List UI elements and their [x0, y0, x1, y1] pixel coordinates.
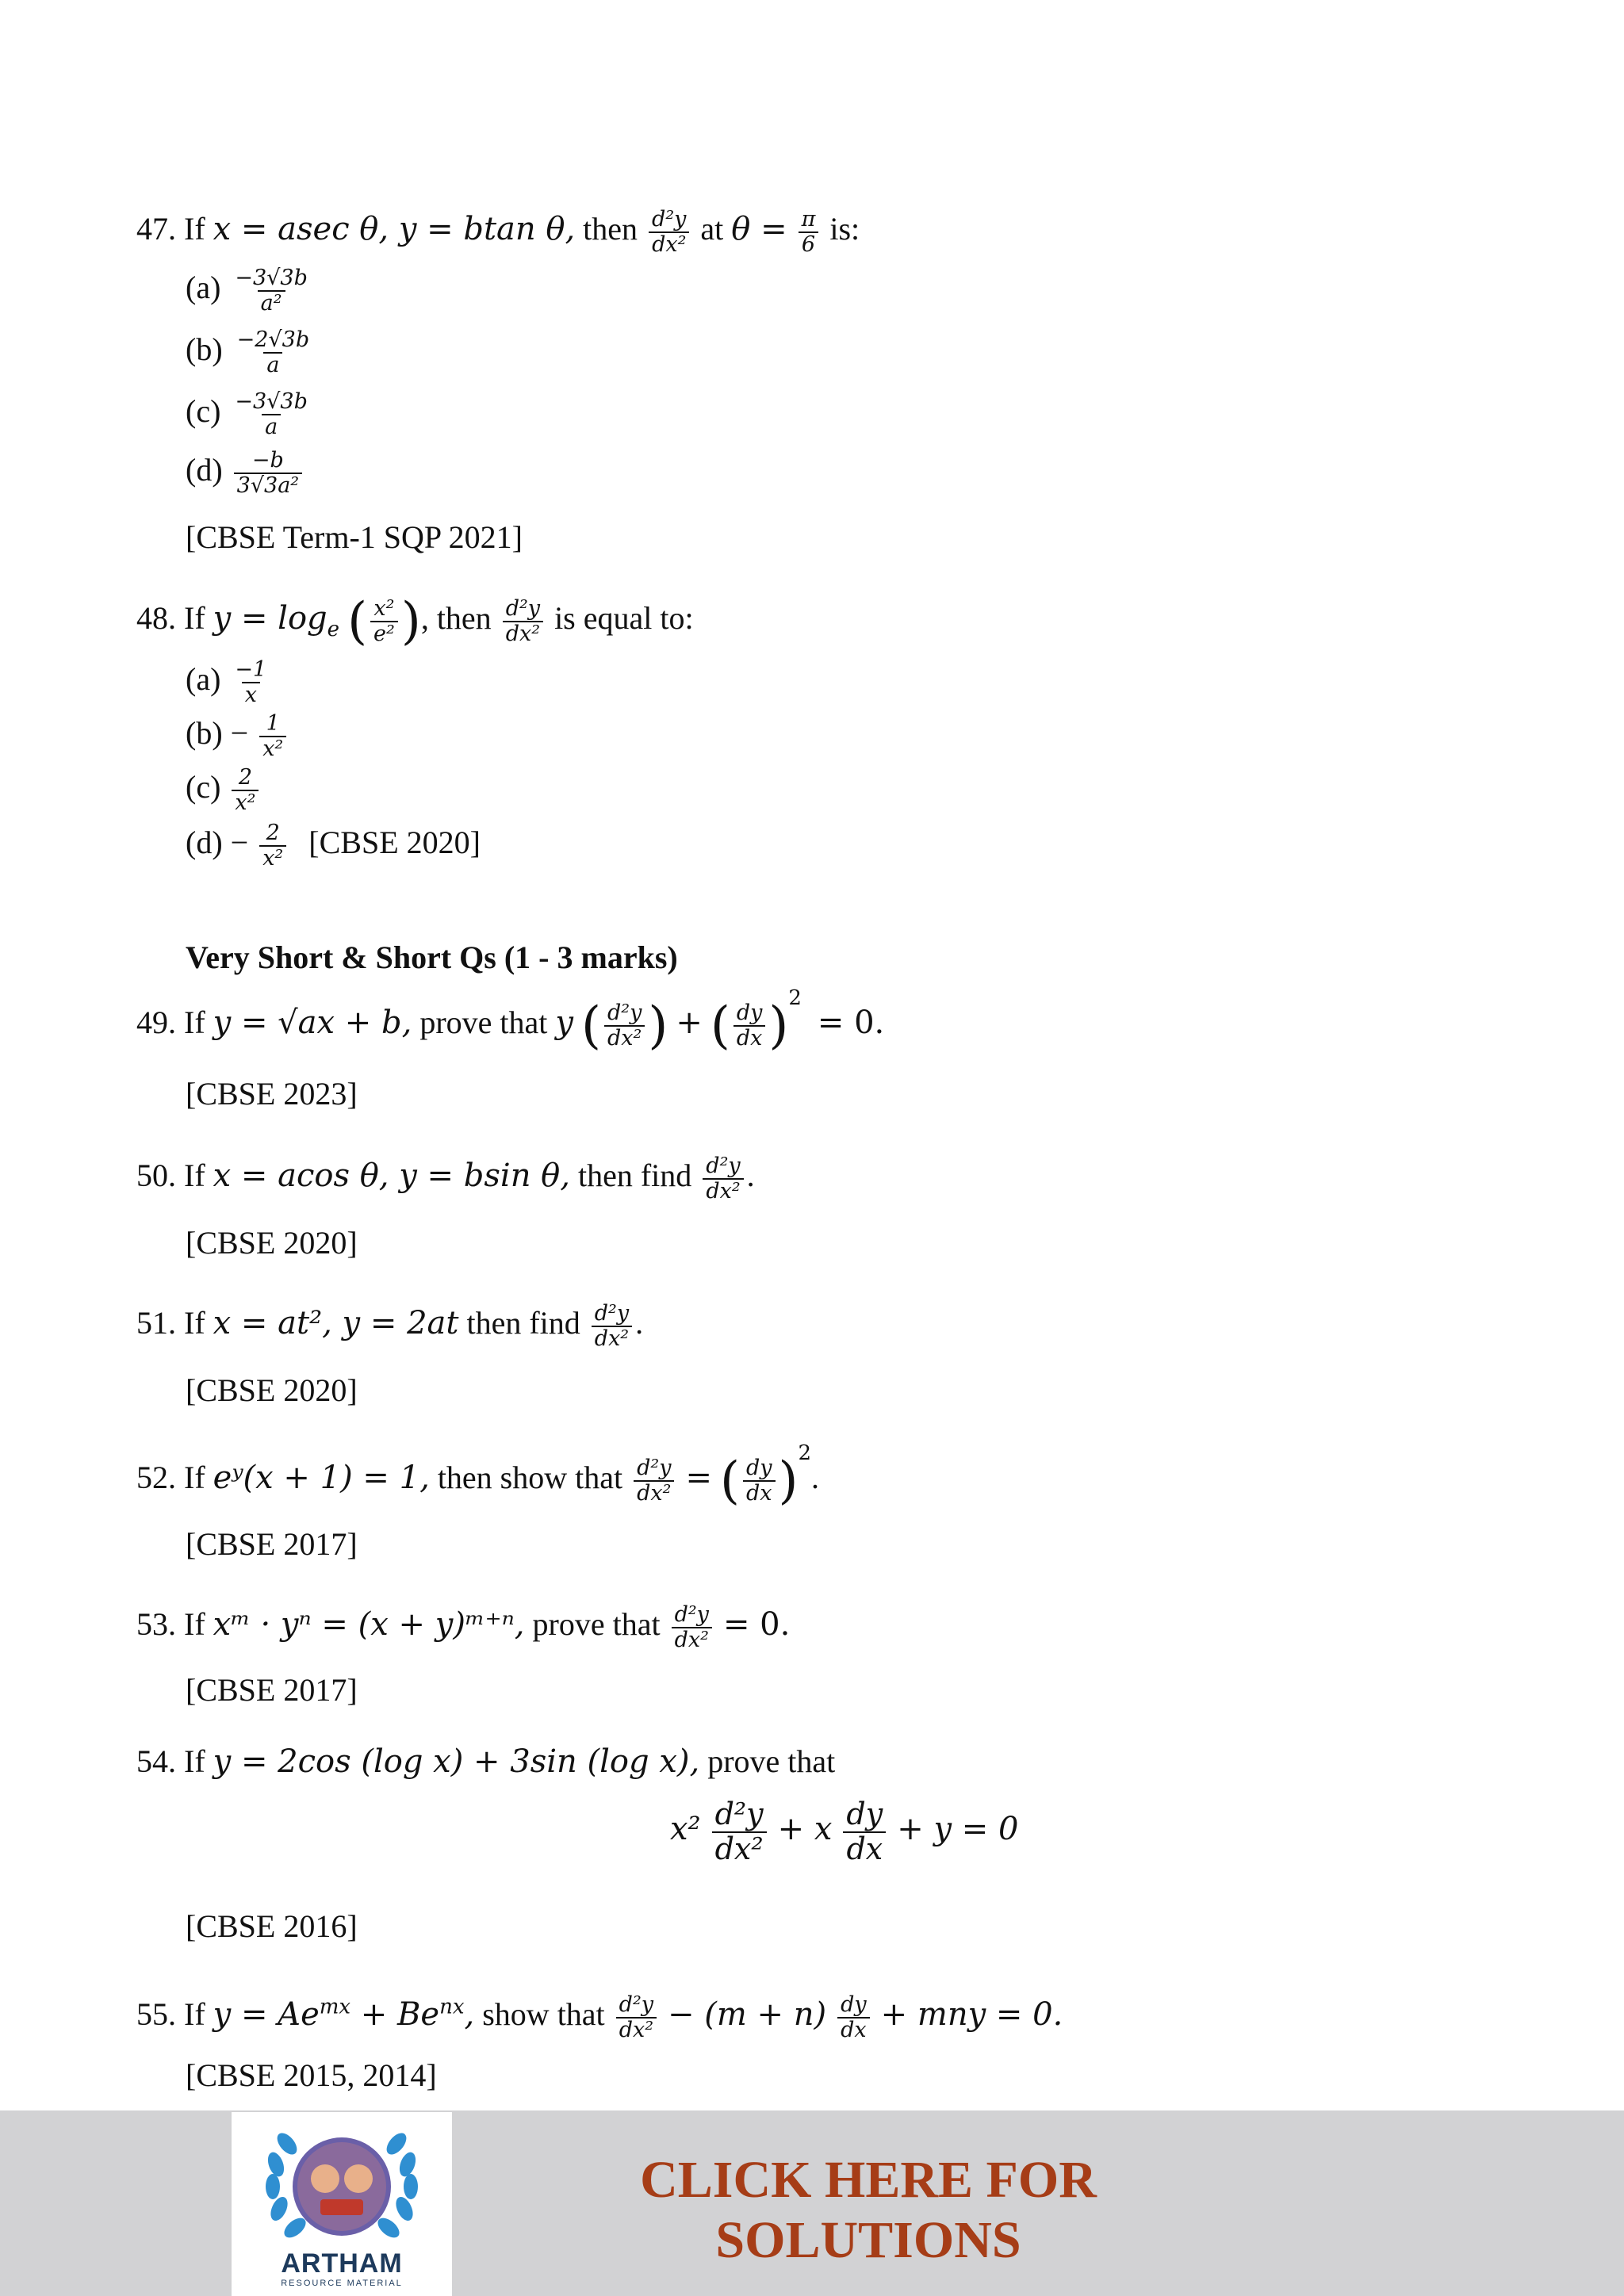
- source-52: [CBSE 2017]: [186, 1526, 358, 1562]
- option-47b: (b) $\frac{-2√3b}{a}$: [186, 327, 310, 377]
- source-50: [CBSE 2020]: [186, 1225, 358, 1261]
- source-55: [CBSE 2015, 2014]: [186, 2057, 437, 2093]
- source-47: [CBSE Term-1 SQP 2021]: [186, 519, 523, 555]
- question-52: 52. If eʸ(x + 1) = 1, then show that $\frac{\text{d²y}}{\text{dx²}}$ = ( $\frac{dy}{dx}$ )$^2$.: [136, 1441, 820, 1510]
- cta-line-2: SOLUTIONS: [715, 2211, 1021, 2269]
- source-54: [CBSE 2016]: [186, 1908, 358, 1944]
- question-54-equation: x² $\frac{\text{d²y}}{\text{dx²}}$ + x $\frac{dy}{dx}$ + y = 0: [670, 1797, 1019, 1866]
- option-47a: (a) $\frac{-3√3b}{\text{a²}}$: [186, 266, 308, 316]
- question-50: 50. If x = acos θ, y = bsin θ, then find $\frac{\text{d²y}}{\text{dx²}}$ .: [136, 1154, 755, 1203]
- question-48: 48. If $y = \log_e$ ( $\frac{\text{x²}}{\text{e²}}$ ), then $\frac{\text{d²y}}{\text{dx²}}$ is equal to:: [136, 592, 694, 651]
- source-49: [CBSE 2023]: [186, 1076, 358, 1112]
- logo-name: ARTHAM: [281, 2248, 403, 2279]
- laurel-emblem-icon: [232, 2112, 452, 2247]
- logo-subtitle: RESOURCE MATERIAL: [281, 2279, 403, 2288]
- question-47: 47. If x = asec θ, y = btan θ, then $\frac{\text{d²y}}{\text{dx²}}$ at θ = $\frac{\pi}{6}$ is:: [136, 207, 860, 257]
- section-heading: Very Short & Short Qs (1 - 3 marks): [186, 939, 678, 975]
- source-53: [CBSE 2017]: [186, 1672, 358, 1708]
- artham-logo[interactable]: [232, 2112, 452, 2296]
- option-48b: (b) − $\frac{1}{\text{x²}}$: [186, 712, 289, 760]
- option-47d: (d) $\frac{-b}{\text{3√3a²}}$: [186, 449, 305, 497]
- question-49: 49. If y = √ax + b, prove that y ( $\frac{\text{d²y}}{\text{dx²}}$ ) + ( $\frac{dy}{dx}$ )$^2$ = 0.: [136, 985, 885, 1055]
- option-48c: (c) $\frac{2}{\text{x²}}$: [186, 766, 262, 814]
- source-51: [CBSE 2020]: [186, 1372, 358, 1408]
- option-48a: (a) $\frac{-1}{x}$: [186, 657, 267, 707]
- solutions-link[interactable]: [626, 2150, 1110, 2271]
- question-53: 53. If xᵐ · yⁿ = (x + y)ᵐ⁺ⁿ, prove that $\frac{\text{d²y}}{\text{dx²}}$ = 0.: [136, 1602, 791, 1652]
- question-51: 51. If x = at², y = 2at then find $\frac{\text{d²y}}{\text{dx²}}$ .: [136, 1301, 644, 1351]
- option-48d: (d) − $\frac{2}{\text{x²}}$ [CBSE 2020]: [186, 821, 481, 871]
- question-55: 55. If $y = Ae^{mx} + Be^{nx}$, show that $\frac{\text{d²y}}{\text{dx²}}$ − (m + n) $\frac{dy}{dx}$ + mny = 0.: [136, 1992, 1063, 2042]
- cta-line-1: CLICK HERE FOR: [640, 2151, 1097, 2209]
- option-47c: (c) $\frac{-3√3b}{a}$: [186, 389, 308, 439]
- question-54: 54. If y = 2cos (log x) + 3sin (log x), prove that: [136, 1743, 836, 1780]
